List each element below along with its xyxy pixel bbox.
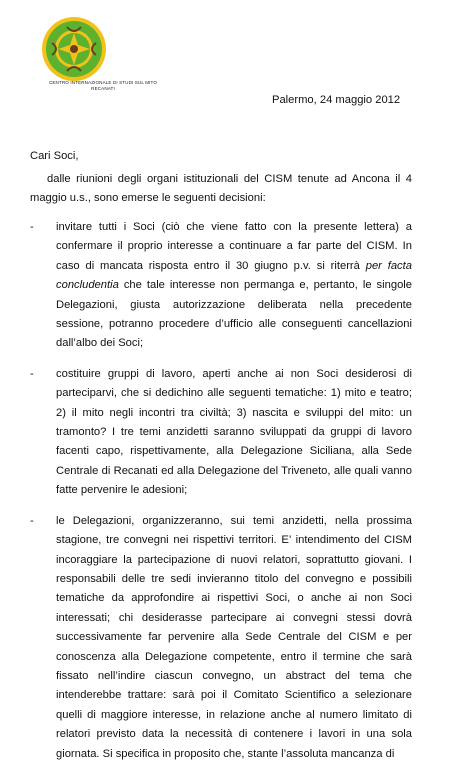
organization-name (28, 80, 178, 92)
cism-emblem-icon (40, 15, 108, 83)
item1-text-end: che tale interesse non permanga e, pertanto, le singole Delegazioni, giusta autorizzazione deliberata nella precedente sessione, potranno procedere d’ufficio alle conseguenti cancellazioni dall’albo dei Soci; (56, 279, 412, 350)
bullet-dash: - (30, 367, 34, 380)
item3-text: le Delegazioni, organizzeranno, sui temi anzidetti, nella prossima stagione, tre convegni nei rispettivi territori. E’ intendimento del CISM incoraggiare la partecipazione di nuovi relatori, soprattutto giovani. I responsabili delle tre sedi invieranno titolo del convegno e possibili tematiche da approfondire ai rispettivi Soci, o anche ai non Soci interessati; chi desiderasse partecipare ai convegni stessi dovrà successivamente far pervenire alla Sede Centrale del CISM e per conoscenza alla Delegazione competente, entro il termine che sarà fissato nell’indire ciascun convegno, un abstract del tema che intenderebbe trattare: sarà poi il Comitato Scientifico a selezionare quelli di maggiore interesse, in relazione anche al numero limitato di relatori previsto data la necessità di contenere i lavori in una sola giornata. Si specifica in proposito che, stante l’assoluta mancanza di (56, 514, 412, 760)
item1-text (56, 221, 412, 349)
letter-intro (30, 170, 412, 209)
bullet-dash: - (30, 221, 34, 233)
organization-name-line2: RECANATI (91, 86, 115, 91)
list-item (30, 512, 412, 764)
bullet-dash: - (30, 514, 34, 527)
item1-text-start: invitare tutti i Soci (ciò che viene fatto con la presente lettera) a confermare il proprio interesse a continuare a far parte del CISM. In caso di mancata risposta entro il 30 giugno p.v. si riterrà (56, 221, 412, 272)
item2-text: costituire gruppi di lavoro, aperti anche ai non Soci desiderosi di parteciparvi, che si dedichino alle seguenti tematiche: 1) mito e teatro; 2) il mito negli incontri tra civiltà; 3) nascita e sviluppi del mito: un tramonto? I tre temi anzidetti saranno sviluppati da gruppi di lavoro facenti capo, rispettivamente, alla Delegazione Siciliana, alla Sede Centrale di Recanati ed alla Delegazione del Triveneto, alle quali vanno fatte pervenire le adesioni; (56, 367, 412, 497)
list-item (30, 365, 412, 501)
decisions-list (30, 218, 412, 775)
item1-italic-phrase: per facta concludentia (56, 259, 412, 292)
organization-name-line1: CENTRO INTERNAZIONALE DI STUDI SUL MITO (48, 80, 158, 85)
list-item (30, 218, 412, 354)
intro-paragraph: dalle riunioni degli organi istituzionali del CISM tenute ad Ancona il 4 maggio u.s., sono emerse le seguenti decisioni: (30, 173, 412, 205)
cism-logo (40, 15, 108, 83)
letter-date: Palermo, 24 maggio 2012 (272, 94, 401, 106)
letter-salutation: Cari Soci, (30, 150, 79, 162)
